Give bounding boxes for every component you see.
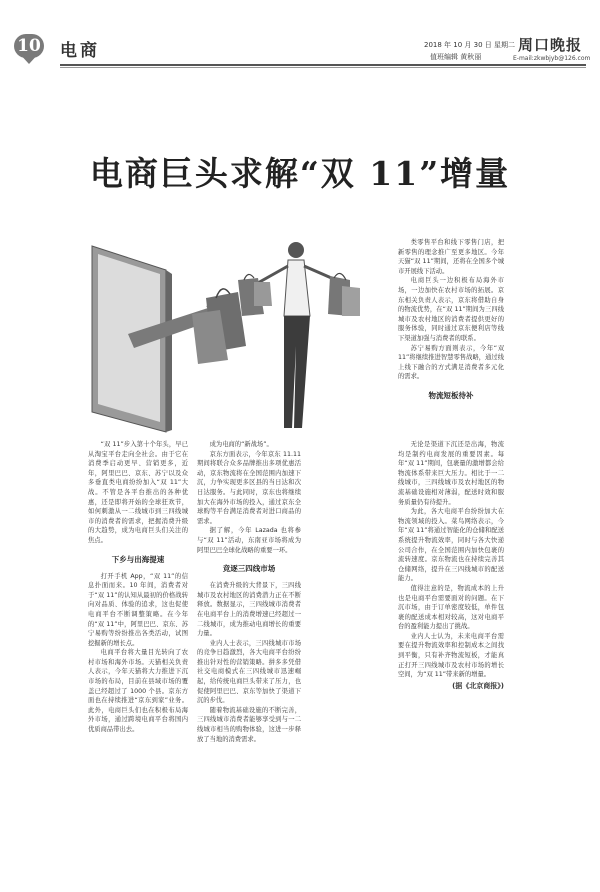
paragraph: 苏宁易购方面则表示，今年“双 11”将继续推进智慧零售战略，通过线上线下融合的方式满足消费者多元化的需求。	[398, 344, 504, 381]
article-column-2	[197, 440, 301, 744]
paragraph: 在消费升级的大背景下，三四线城市及农村地区的消费潜力正在不断释放。数据显示，三四线城市消费者在电商平台上的消费增速已经超过一二线城市，成为推动电商增长的重要力量。	[197, 582, 301, 638]
shopping-bag-icon	[192, 289, 246, 364]
date-line: 2018 年 10 月 30 日 星期二	[424, 41, 515, 49]
subhead-lower-tier-markets: 竞逐三四线市场	[222, 564, 276, 574]
article-column-1	[88, 440, 188, 735]
headline: 电商巨头求解“双 11”增量	[89, 154, 511, 193]
header-rule-thin	[60, 67, 586, 68]
paragraph: 京东方面表示，今年京东 11.11 期间将联合众多品牌推出多项优惠活动，京东物流将在全国范围内加速下沉，力争实现更多区县的当日达和次日达服务。与此同时，京东也将继续加大在海外市场的投入，通过京东全球购等平台满足消费者对进口商品的需求。	[197, 450, 301, 525]
page-number-badge: 10	[14, 34, 44, 58]
editor-line: 值班编辑 黄秋丽	[430, 53, 482, 61]
paragraph: 随着物流基础设施的不断完善，三四线城市消费者能够享受到与一二线城市相当的购物体验，这进一步释放了当地的消费需求。	[197, 706, 301, 743]
paragraph: 业内人士认为，未来电商平台需要在提升物流效率和控制成本之间找到平衡，只有补齐物流短板，才能真正打开三四线城市及农村市场的增长空间，为“双 11”带来新的增量。	[398, 632, 504, 679]
woman-figure-icon	[256, 242, 336, 428]
paragraph: 无论是渠道下沉还是出海，物流均是制约电商发展的重要因素。每年“双 11”期间，包裹量的激增都会给物流体系带来巨大压力。相比于一二线城市，三四线城市及农村地区的物流基础设施相对薄弱，配送时效和服务质量仍有待提升。	[398, 441, 504, 506]
section-title: 电商	[60, 41, 100, 61]
paper-name-logo: 周口晚报	[518, 36, 583, 54]
subhead-expansion: 下乡与出海提速	[111, 554, 165, 564]
paragraph: “双 11”步入第十个年头，早已从淘宝平台走向全社会。由于它在消费季启动更早、营销更多，近年，阿里巴巴、京东、苏宁以及众多垂直类电商纷纷加入“双 11”大战。不管是各平台推出的各种优惠，还是即将开始的全球狂欢节，如何刺激从一二线城市到三四线城市的消费者的需求，把握消费升级的大趋势，成为电商巨头们关注的焦点。	[88, 441, 188, 544]
paragraph: 为此，各大电商平台纷纷加大在物流领域的投入。菜鸟网络表示，今年“双 11”将通过智能化的仓储和配送系统提升物流效率，同时与各大快递公司合作，在全国范围内加快包裹的流转速度。京东物流也在持续完善其仓储网络，提升在三四线城市的配送能力。	[398, 508, 504, 583]
paragraph: 类零售平台和线下零售门店，把新零售的理念推广至更多地区。今年天猫“双 11”期间，还将在全国多个城市开展线下活动。	[398, 239, 504, 275]
article-column-4	[398, 440, 504, 691]
source-credit: (据《北京商报》)	[452, 681, 504, 690]
paragraph: 业内人士表示，三四线城市市场的竞争日趋激烈，各大电商平台纷纷推出针对性的营销策略。拼多多凭借社交电商模式在三四线城市迅速崛起，给传统电商巨头带来了压力，也促使阿里巴巴、京东等加快了渠道下沉的步伐。	[197, 639, 301, 705]
shopping-bags-left-icon	[238, 274, 272, 316]
email-line: E-mail:zkwbjyb@126.com	[513, 55, 591, 62]
paragraph: 打开手机 App，“双 11”的信息扑面而来。10 年间，消费者对于“双 11”的认知从最初的价格战转向对品质、体验的追求，这也促使电商平台不断调整策略。在今年的“双 11”中，阿里巴巴、京东、苏宁易购等纷纷推出各类活动，试图挖掘新的增长点。	[88, 572, 188, 647]
shopping-illustration	[88, 236, 378, 436]
paragraph: 电商平台将大量目光转向了农村市场和海外市场。天猫相关负责人表示，今年天猫将大力推进下沉市场的布局，目前在县域市场的覆盖已经超过了 1000 个县。京东方面也在持续推进“京东到家”业务。此外，电商巨头们也在积极布局海外市场，通过跨境电商平台将国内优质商品带出去。	[88, 649, 188, 734]
paragraph: 值得注意的是，物流成本的上升也是电商平台需要面对的问题。在下沉市场，由于订单密度较低，单件包裹的配送成本相对较高，这对电商平台的盈利能力提出了挑战。	[398, 584, 504, 631]
page-badge-tail	[18, 52, 40, 64]
paragraph: 据了解，今年 Lazada 也将参与“双 11”活动，东南亚市场将成为阿里巴巴全球化战略的重要一环。	[197, 527, 301, 554]
header-rule	[60, 64, 586, 66]
article-column-3	[398, 238, 504, 408]
subhead-logistics: 物流短板待补	[428, 390, 474, 400]
paragraph: 电商巨头一边积极布局海外市场，一边加快在农村市场的拓展。京东相关负责人表示，京东将借助自身的物流优势，在“双 11”期间为三四线城市及农村地区的消费者提供更好的服务体验，同时通过京东便利店等线下渠道加强与消费者的联系。	[398, 277, 504, 342]
shopping-bags-right-icon	[328, 273, 360, 316]
paragraph: 成为电商的“新战场”。	[209, 441, 273, 448]
